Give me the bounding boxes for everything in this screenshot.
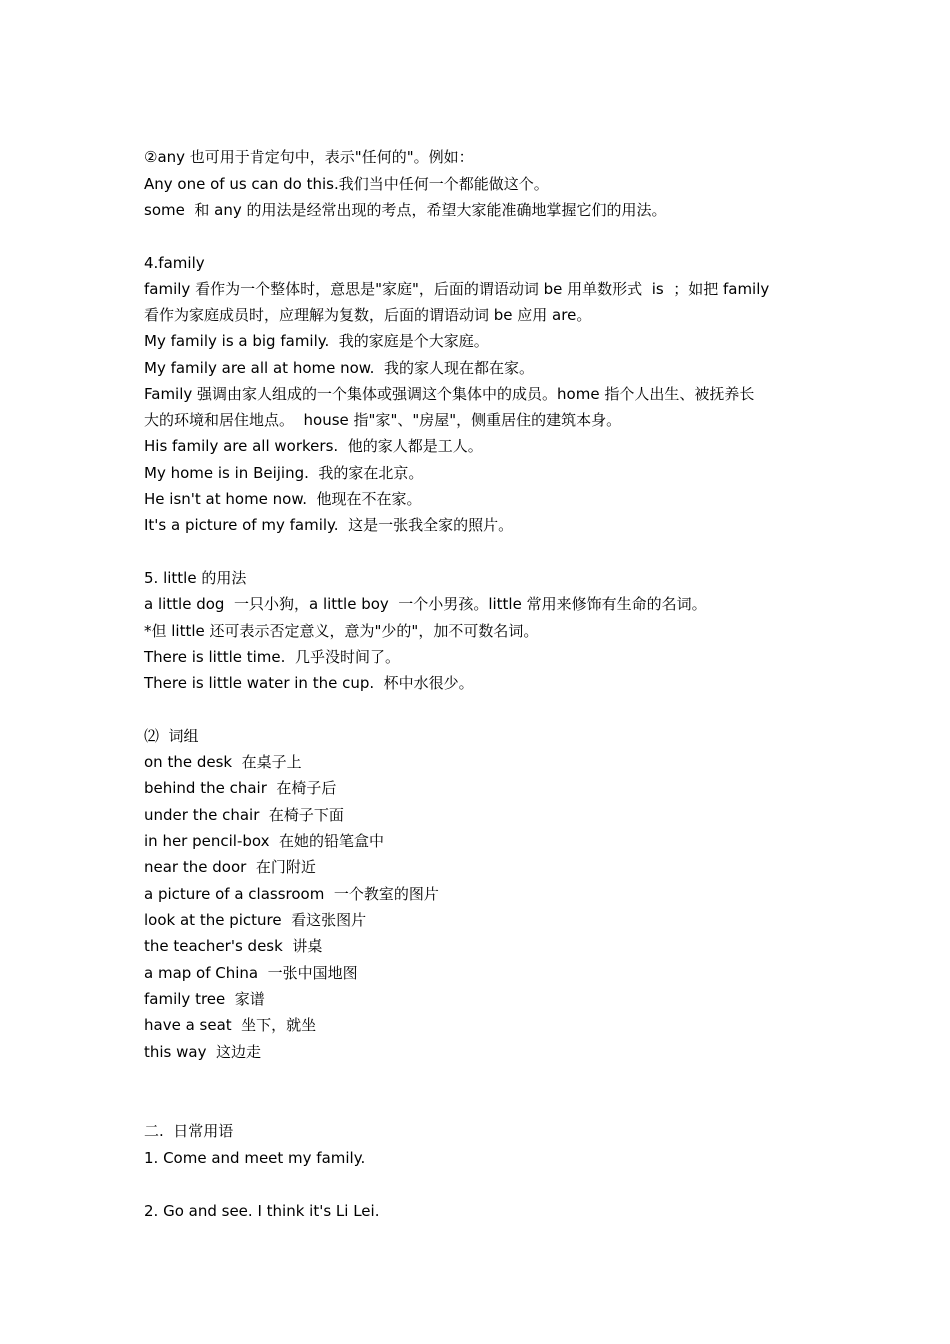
phrase-item: a picture of a classroom 一个教室的图片 [144, 885, 439, 903]
family-example-4: My home is in Beijing. 我的家在北京。 [144, 464, 424, 482]
any-usage-note: ②any 也可用于肯定句中，表示"任何的"。例如： [144, 148, 474, 166]
family-example-5: He isn't at home now. 他现在不在家。 [144, 490, 422, 508]
phrase-item: near the door 在门附近 [144, 858, 316, 876]
little-example-1: There is little time. 几乎没时间了。 [144, 648, 400, 666]
phrase-item: behind the chair 在椅子后 [144, 779, 337, 797]
family-explain-line-1: family 看作为一个整体时，意思是"家庭"，后面的谓语动词 be 用单数形式 is ；如把 family [144, 280, 770, 298]
phrase-item: this way 这边走 [144, 1043, 262, 1061]
phrase-item: under the chair 在椅子下面 [144, 806, 344, 824]
little-example-2: There is little water in the cup. 杯中水很少。 [144, 674, 474, 692]
little-line-1: a little dog 一只小狗，a little boy 一个小男孩。little 常用来修饰有生命的名词。 [144, 595, 707, 613]
daily-expressions-heading: 二. 日常用语 [144, 1122, 234, 1140]
family-example-3: His family are all workers. 他的家人都是工人。 [144, 437, 483, 455]
phrase-item: a map of China 一张中国地图 [144, 964, 358, 982]
phrases-heading: ⑵ 词组 [144, 727, 199, 745]
phrase-item: the teacher's desk 讲桌 [144, 937, 323, 955]
some-any-tip: some 和 any 的用法是经常出现的考点，希望大家能准确地掌握它们的用法。 [144, 201, 667, 219]
little-heading: 5. little 的用法 [144, 569, 247, 587]
family-compare-line-1: Family 强调由家人组成的一个集体或强调这个集体中的成员。home 指个人出生、被抚养长 [144, 385, 755, 403]
family-heading: 4.family [144, 254, 205, 272]
little-line-2: *但 little 还可表示否定意义，意为"少的"，加不可数名词。 [144, 622, 539, 640]
phrase-item: on the desk 在桌子上 [144, 753, 302, 771]
phrase-item: family tree 家谱 [144, 990, 265, 1008]
family-compare-line-2: 大的环境和居住地点。 house 指"家"、"房屋"，侧重居住的建筑本身。 [144, 411, 622, 429]
family-example-2: My family are all at home now. 我的家人现在都在家。 [144, 359, 534, 377]
daily-expression-1: 1. Come and meet my family. [144, 1149, 366, 1167]
daily-expression-2: 2. Go and see. I think it's Li Lei. [144, 1202, 380, 1220]
phrase-item: look at the picture 看这张图片 [144, 911, 367, 929]
phrase-item: in her pencil-box 在她的铅笔盒中 [144, 832, 385, 850]
family-explain-line-2: 看作为家庭成员时，应理解为复数，后面的谓语动词 be 应用 are。 [144, 306, 592, 324]
family-example-6: It's a picture of my family. 这是一张我全家的照片。 [144, 516, 514, 534]
family-example-1: My family is a big family. 我的家庭是个大家庭。 [144, 332, 489, 350]
phrase-item: have a seat 坐下，就坐 [144, 1016, 317, 1034]
any-example: Any one of us can do this.我们当中任何一个都能做这个。 [144, 175, 549, 193]
